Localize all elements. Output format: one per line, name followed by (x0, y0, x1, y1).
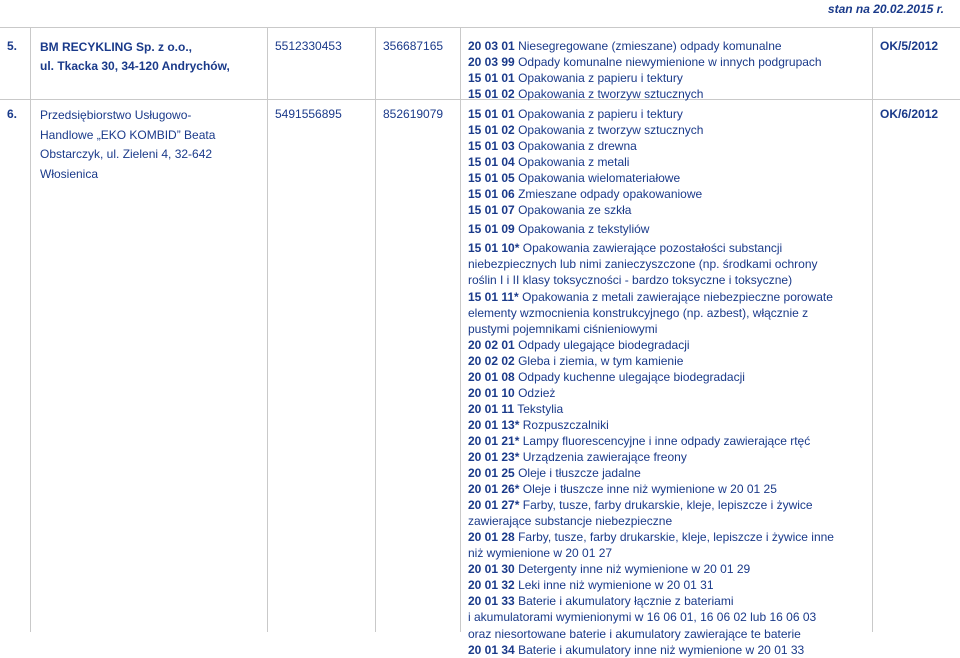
waste-desc: roślin I i II klasy toksyczności - bardzo toksyczne i toksyczne) (468, 273, 793, 288)
waste-desc: Zmieszane odpady opakowaniowe (518, 187, 703, 202)
waste-desc: Gleba i ziemia, w tym kamienie (518, 353, 684, 368)
waste-item (468, 369, 868, 385)
waste-code: 15 01 02 (468, 123, 515, 138)
waste-desc: Opakowania z tekstyliów (518, 222, 650, 237)
waste-code: 15 01 09 (468, 222, 515, 237)
waste-item (468, 449, 868, 465)
waste-code: 15 01 04 (468, 155, 515, 170)
waste-desc: Opakowania z drewna (518, 139, 637, 154)
waste-code: 20 01 08 (468, 369, 515, 384)
waste-desc: Odpady ulegające biodegradacji (518, 337, 690, 352)
waste-item (468, 609, 868, 625)
waste-item (468, 138, 868, 154)
waste-desc: Oleje i tłuszcze inne niż wymienione w 20 01 25 (522, 482, 777, 497)
column-divider (460, 27, 461, 632)
waste-desc: Urządzenia zawierające freony (522, 449, 687, 464)
waste-item (468, 170, 868, 186)
waste-item (468, 202, 868, 218)
waste-code: 20 01 27* (468, 498, 520, 513)
waste-desc: Opakowania zawierające pozostałości substancji (522, 241, 783, 256)
waste-item (468, 186, 868, 202)
waste-desc: Opakowania z tworzyw sztucznych (518, 123, 704, 138)
waste-code: 20 01 10 (468, 385, 515, 400)
waste-desc: Odpady kuchenne ulegające biodegradacji (518, 369, 745, 384)
waste-desc: Tekstylia (517, 401, 564, 416)
waste-desc: elementy wzmocnienia konstrukcyjnego (np. azbest), włącznie z (468, 305, 809, 320)
waste-code: 20 01 21* (468, 433, 520, 448)
waste-item (468, 513, 868, 529)
waste-desc: Opakowania z metali zawierające niebezpieczne porowate (522, 289, 833, 304)
nip-value: 852619079 (383, 107, 444, 121)
waste-item (468, 154, 868, 170)
waste-item (468, 481, 868, 497)
waste-item (468, 221, 868, 237)
waste-code: 20 01 32 (468, 578, 515, 593)
waste-desc: Odpady komunalne niewymienione w innych podgrupach (518, 55, 822, 70)
waste-desc: niż wymienione w 20 01 27 (468, 546, 613, 561)
company-cell (40, 38, 265, 74)
column-divider (872, 27, 873, 632)
waste-item (468, 337, 868, 353)
nip-value: 356687165 (383, 39, 444, 53)
waste-item (468, 38, 868, 54)
waste-code: 15 01 07 (468, 203, 515, 218)
waste-desc: Opakowania z tworzyw sztucznych (518, 87, 704, 102)
waste-desc: Opakowania z papieru i tektury (518, 71, 683, 86)
waste-item (468, 54, 868, 70)
waste-desc: Odzież (518, 385, 556, 400)
waste-item (468, 497, 868, 513)
waste-item (468, 86, 868, 102)
permit-number: OK/5/2012 (880, 39, 939, 53)
waste-desc: Farby, tusze, farby drukarskie, kleje, lepiszcze i żywice (522, 498, 813, 513)
waste-code: 20 01 25 (468, 466, 515, 481)
waste-desc: Niesegregowane (zmieszane) odpady komunalne (518, 39, 782, 53)
waste-code: 15 01 05 (468, 171, 515, 186)
waste-item (468, 417, 868, 433)
waste-code: 15 01 11* (468, 289, 519, 304)
waste-item (468, 529, 868, 545)
waste-item (468, 433, 868, 449)
waste-item (468, 122, 868, 138)
permit-number: OK/6/2012 (880, 107, 939, 121)
waste-desc: Oleje i tłuszcze jadalne (518, 466, 641, 481)
waste-code: 20 01 34 (468, 642, 515, 657)
waste-desc: oraz niesortowane baterie i akumulatory zawierające te baterie (468, 626, 801, 641)
column-divider (375, 27, 376, 632)
waste-item (468, 577, 868, 593)
waste-code: 15 01 02 (468, 87, 515, 102)
waste-desc: Opakowania z papieru i tektury (518, 107, 683, 121)
waste-item (468, 465, 868, 481)
waste-desc: Opakowania wielomateriałowe (518, 171, 681, 186)
waste-code: 20 01 28 (468, 530, 515, 545)
waste-desc: Leki inne niż wymienione w 20 01 31 (518, 578, 714, 593)
waste-desc: Detergenty inne niż wymienione w 20 01 29 (518, 562, 751, 577)
company-line: Handlowe „EKO KOMBID” Beata (40, 127, 216, 142)
waste-item (468, 561, 868, 577)
company-line: ul. Tkacka 30, 34-120 Andrychów, (40, 58, 230, 73)
waste-desc: niebezpiecznych lub nimi zanieczyszczone (np. środkami ochrony (468, 257, 818, 272)
waste-code: 20 01 33 (468, 594, 515, 609)
waste-item (468, 593, 868, 609)
waste-code: 20 02 02 (468, 353, 515, 368)
waste-code: 20 03 01 (468, 39, 515, 53)
waste-item (468, 642, 868, 658)
waste-code: 15 01 01 (468, 107, 515, 121)
waste-code: 15 01 06 (468, 187, 515, 202)
waste-code: 15 01 03 (468, 139, 515, 154)
waste-item (468, 401, 868, 417)
waste-desc: Baterie i akumulatory inne niż wymienione w 20 01 33 (518, 642, 805, 657)
waste-list (468, 106, 868, 658)
waste-code: 15 01 01 (468, 71, 515, 86)
waste-item (468, 626, 868, 642)
company-line: Włosienica (40, 166, 99, 181)
table-top-border (0, 27, 960, 28)
company-line: BM RECYKLING Sp. z o.o., (40, 40, 192, 54)
row-number: 5. (7, 39, 18, 53)
waste-item (468, 385, 868, 401)
waste-code: 20 01 11 (468, 401, 515, 416)
company-cell (40, 106, 265, 184)
waste-code: 20 01 26* (468, 482, 520, 497)
company-line: Przedsiębiorstwo Usługowo- (40, 108, 192, 122)
waste-desc: Baterie i akumulatory łącznie z bateriami (518, 594, 734, 609)
regon-value: 5491556895 (275, 107, 342, 121)
waste-desc: zawierające substancje niebezpieczne (468, 514, 673, 529)
company-line: Obstarczyk, ul. Zieleni 4, 32-642 (40, 147, 213, 161)
waste-desc: Opakowania ze szkła (518, 203, 632, 218)
waste-desc: i akumulatorami wymienionymi w 16 06 01, 16 06 02 lub 16 06 03 (468, 610, 817, 625)
waste-item (468, 272, 868, 288)
waste-item (468, 289, 868, 305)
regon-value: 5512330453 (275, 39, 342, 53)
waste-code: 20 02 01 (468, 337, 515, 352)
waste-desc: Opakowania z metali (518, 155, 630, 170)
row-number: 6. (7, 107, 18, 121)
waste-code: 20 01 23* (468, 449, 520, 464)
column-divider (30, 27, 31, 632)
waste-item (468, 256, 868, 272)
waste-code: 20 03 99 (468, 55, 515, 70)
waste-item (468, 106, 868, 122)
waste-desc: Lampy fluorescencyjne i inne odpady zawierające rtęć (522, 433, 811, 448)
waste-desc: Rozpuszczalniki (522, 417, 609, 432)
waste-code: 15 01 10* (468, 241, 520, 256)
waste-list (468, 38, 868, 103)
waste-code: 20 01 30 (468, 562, 515, 577)
column-divider (267, 27, 268, 632)
waste-desc: Farby, tusze, farby drukarskie, kleje, lepiszcze i żywice inne (518, 530, 834, 545)
status-date: stan na 20.02.2015 r. (827, 2, 944, 16)
waste-item (468, 353, 868, 369)
waste-desc: pustymi pojemnikami ciśnieniowymi (468, 321, 658, 336)
waste-item (468, 240, 868, 256)
waste-item (468, 70, 868, 86)
waste-item (468, 321, 868, 337)
waste-item (468, 545, 868, 561)
waste-code: 20 01 13* (468, 417, 520, 432)
waste-item (468, 305, 868, 321)
